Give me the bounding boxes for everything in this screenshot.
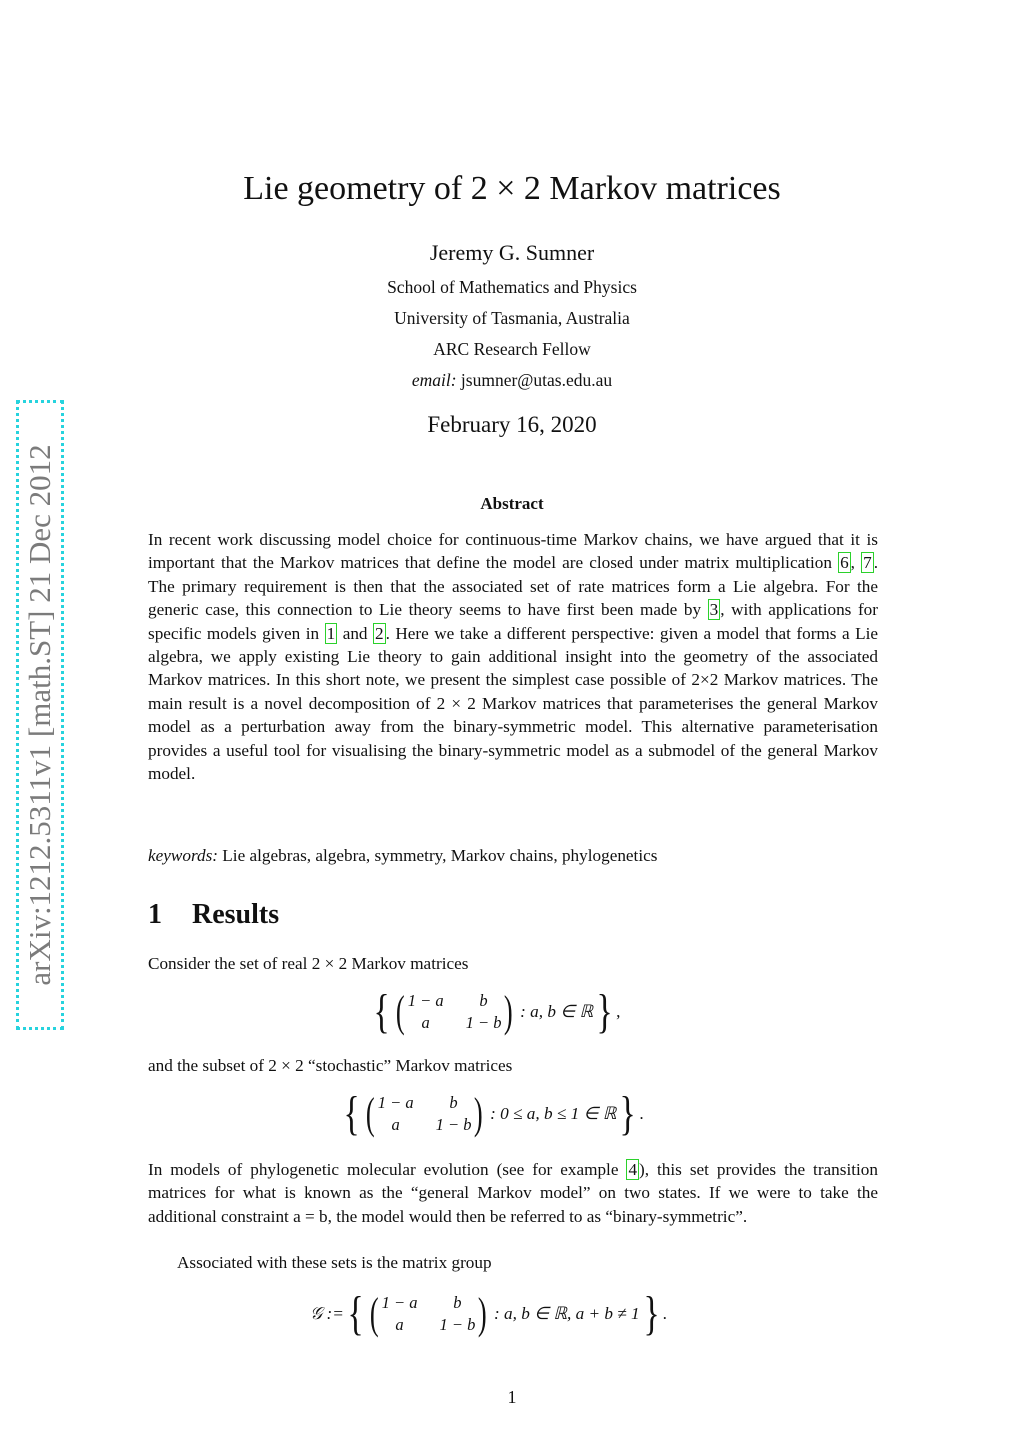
body-paragraph-4: Associated with these sets is the matrix group: [177, 1253, 492, 1272]
keywords-line: [148, 846, 657, 866]
arxiv-id-stamp[interactable]: arXiv:1212.5311v1 [math.ST] 21 Dec 2012: [22, 444, 57, 986]
keywords-label: keywords:: [148, 846, 218, 865]
paren-left: (: [395, 987, 405, 1036]
citation-link[interactable]: 3: [709, 600, 719, 620]
author-email-line: [0, 370, 1024, 391]
abstract-text: . The primary requirement is then that the associated set of rate matrices form a Lie algebra. For the generic case, this connection to Lie theory seems to have first been made by: [148, 553, 878, 620]
affiliation-university: University of Tasmania, Australia: [394, 308, 630, 328]
brace-left: {: [347, 1287, 364, 1340]
paren-left: (: [365, 1089, 375, 1138]
body-text: ), this set provides the transition matrices for what is known as the “general Markov model” on two states. If we were to take the additional constraint a = b, the model would then be referred to as “binary-symmetric”.: [148, 1160, 878, 1226]
citation-link[interactable]: 6: [840, 553, 849, 573]
body-paragraph-3: [148, 1158, 878, 1228]
equation-punct: .: [639, 1104, 644, 1123]
matrix-entry: 1 − b: [465, 1013, 502, 1032]
author-name: Jeremy G. Sumner: [429, 240, 595, 265]
matrix: [408, 991, 502, 1033]
paren-right: ): [504, 987, 514, 1036]
brace-right: }: [619, 1087, 636, 1140]
abstract-text: , with applications for specific models given in: [148, 600, 879, 643]
matrix: [378, 1093, 472, 1135]
keywords-text: Lie algebras, algebra, symmetry, Markov chains, phylogenetics: [222, 846, 658, 865]
group-symbol: 𝒢 :=: [310, 1304, 344, 1323]
matrix-entry: b: [449, 1093, 458, 1112]
matrix-entry: a: [395, 1315, 404, 1334]
body-paragraph-1: Consider the set of real 2 × 2 Markov matrices: [148, 954, 469, 973]
matrix-entry: b: [453, 1293, 462, 1312]
abstract-text: In recent work discussing model choice for continuous-time Markov chains, we have argued that it is important that the Markov matrices that define the model are closed under matrix multiplication: [148, 530, 878, 573]
brace-left: {: [343, 1087, 360, 1140]
citation-link[interactable]: 4: [628, 1160, 638, 1179]
affiliation-fellowship: ARC Research Fellow: [433, 339, 591, 359]
email-address[interactable]: jsumner@utas.edu.au: [460, 370, 613, 390]
equation-condition: : 0 ≤ a, b ≤ 1 ∈ ℝ: [490, 1104, 617, 1123]
paper-date: February 16, 2020: [427, 412, 597, 437]
matrix-entry: 1 − b: [439, 1315, 476, 1334]
page-number: 1: [507, 1387, 517, 1407]
equation-condition: : a, b ∈ ℝ, a + b ≠ 1: [494, 1304, 640, 1323]
brace-right: }: [643, 1287, 660, 1340]
equation-punct: ,: [616, 1002, 621, 1021]
section-title: Results: [192, 899, 280, 930]
abstract-heading: Abstract: [480, 494, 544, 513]
abstract-body: In recent work discussing model choice for continuous-time Markov chains, we have argued that it is important that the Markov matrices that define the model are closed under matrix multiplication 6 , 7 . The primary requirement is then that the associated set of rate matrices form a Lie algebra. For the generic case, this connection to Lie theory seems to have first been made by 3 , with applications for specific models given in 1 and 2 . Here we take a different perspective: given a model that forms a Lie algebra, we apply existing Lie theory to gain additional insight into the geometry of the associated Markov matrices. In this short note, we present the simplest case possible of 2×2 Markov matrices. The main result is a novel decomposition of 2 × 2 Markov matrices that parameterises the general Markov model as a perturbation away from the binary-symmetric model. This alternative parameterisation provides a useful tool for visualising the binary-symmetric model as a submodel of the general Markov model.: [148, 530, 879, 784]
paren-left: (: [369, 1289, 379, 1338]
body-paragraph-2: and the subset of 2 × 2 “stochastic” Markov matrices: [148, 1056, 513, 1075]
matrix: [382, 1293, 476, 1335]
brace-left: {: [373, 985, 390, 1038]
citation-link[interactable]: 1: [326, 623, 336, 643]
matrix-entry: a: [391, 1115, 400, 1134]
citation-link[interactable]: 2: [375, 623, 384, 643]
paper-title: Lie geometry of 2 × 2 Markov matrices: [243, 170, 781, 207]
equation-markov-set: [370, 985, 621, 1038]
matrix-entry: 1 − a: [377, 1093, 414, 1112]
paren-right: ): [474, 1089, 484, 1138]
equation-matrix-group: [310, 1287, 667, 1340]
section-number: 1: [148, 899, 162, 930]
section-heading: [148, 899, 279, 931]
email-label: email:: [411, 370, 457, 390]
matrix-entry: a: [421, 1013, 430, 1032]
matrix-entry: 1 − a: [407, 991, 444, 1010]
citation-link[interactable]: 7: [863, 553, 872, 573]
body-text: In models of phylogenetic molecular evolution (see for example: [148, 1160, 627, 1179]
equation-stochastic-set: [340, 1087, 644, 1140]
affiliation-school: School of Mathematics and Physics: [387, 277, 637, 297]
abstract-text: . Here we take a different perspective: given a model that forms a Lie algebra, we apply existing Lie theory to gain additional insight into the geometry of the associated Markov matrices. In this short note, we present the simplest case possible of 2×2 Markov matrices. The main result is a novel decomposition of 2 × 2 Markov matrices that parameterises the general Markov model as a perturbation away from the binary-symmetric model. This alternative parameterisation provides a useful tool for visualising the binary-symmetric model as a submodel of the general Markov model.: [148, 623, 878, 784]
equation-condition: : a, b ∈ ℝ: [520, 1002, 594, 1021]
paren-right: ): [478, 1289, 488, 1338]
equation-punct: .: [662, 1304, 667, 1323]
abstract-text: and: [337, 623, 373, 643]
matrix-entry: 1 − b: [435, 1115, 472, 1134]
matrix-entry: 1 − a: [381, 1293, 418, 1312]
matrix-entry: b: [479, 991, 488, 1010]
brace-right: }: [596, 985, 613, 1038]
